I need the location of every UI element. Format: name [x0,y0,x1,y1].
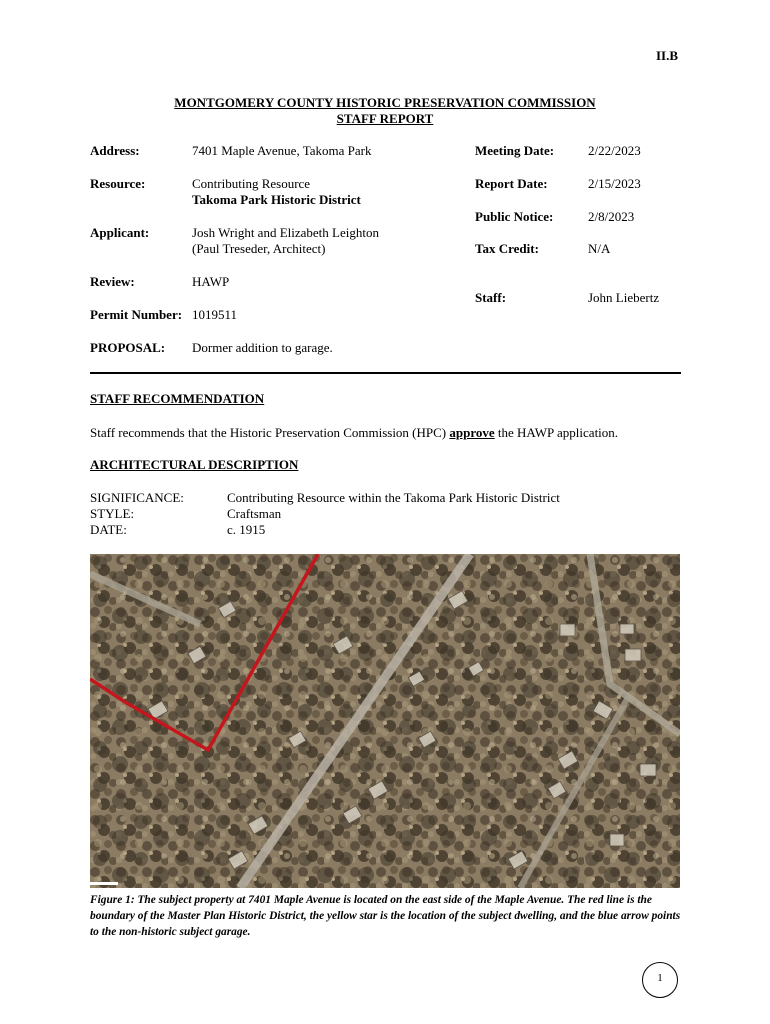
style-value: Craftsman [227,506,282,521]
applicant-value: Josh Wright and Elizabeth Leighton [192,225,379,240]
aerial-map [90,554,680,888]
resource-label: Resource: [90,176,146,191]
architectural-description-heading: ARCHITECTURAL DESCRIPTION [90,457,299,472]
date-value: c. 1915 [227,522,266,537]
meeting-date-value: 2/22/2023 [588,143,641,158]
public-notice-value: 2/8/2023 [588,209,635,224]
significance-value: Contributing Resource within the Takoma Park Historic District [227,490,560,505]
commission-title: MONTGOMERY COUNTY HISTORIC PRESERVATION COMMISSION [174,95,596,110]
tax-credit-label: Tax Credit: [475,241,539,256]
address-label: Address: [90,143,140,158]
recommendation-text-before: Staff recommends that the Historic Preservation Commission (HPC) [90,425,450,440]
meeting-date-label: Meeting Date: [475,143,555,158]
recommendation-text [90,425,618,441]
page-number: 1 [657,972,663,984]
recommendation-approve: approve [449,425,495,440]
significance-label: SIGNIFICANCE: [90,490,184,505]
style-label: STYLE: [90,506,135,521]
staff-label: Staff: [475,290,507,305]
resource-value: Contributing Resource [192,176,311,191]
applicant-label: Applicant: [90,225,150,240]
report-date-value: 2/15/2023 [588,176,641,191]
document-id: II.B [655,48,678,63]
date-label: DATE: [90,522,127,537]
staff-report-title: STAFF REPORT [336,111,434,126]
public-notice-label: Public Notice: [475,209,554,224]
historic-district-value: Takoma Park Historic District [192,192,361,207]
staff-value: John Liebertz [588,290,660,305]
report-date-label: Report Date: [475,176,548,191]
address-value: 7401 Maple Avenue, Takoma Park [192,143,372,158]
recommendation-text-after: the HAWP application. [494,425,619,440]
proposal-value: Dormer addition to garage. [192,340,333,355]
section-divider [90,372,681,374]
architect-value: (Paul Treseder, Architect) [192,241,326,256]
staff-recommendation-heading: STAFF RECOMMENDATION [90,391,265,406]
permit-number-value: 1019511 [192,307,238,322]
review-label: Review: [90,274,135,289]
aerial-map-image [90,554,680,888]
review-value: HAWP [192,274,230,289]
tax-credit-value: N/A [588,241,611,256]
permit-number-label: Permit Number: [90,307,183,322]
proposal-label: PROPOSAL: [90,340,166,355]
page-number-badge [642,962,678,998]
report-title [0,95,770,127]
figure-caption: Figure 1: The subject property at 7401 Maple Avenue is located on the east side of the Maple Avenue. The red line is the boundary of the Master Plan Historic District, the yellow star is the location of the subject dwelling, and the blue arrow points to the non-historic subject garage. [90,894,681,938]
